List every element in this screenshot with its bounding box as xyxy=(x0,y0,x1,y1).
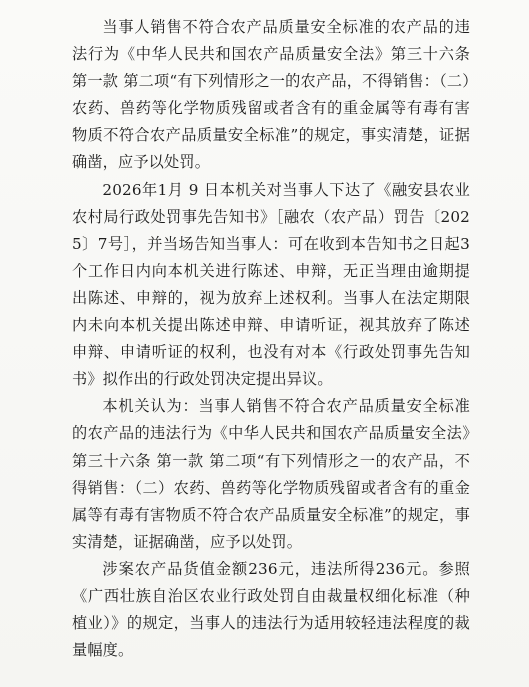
paragraph-violation-finding: 当事人销售不符合农产品质量安全标准的农产品的违法行为《中华人民共和国农产品质量安全法》第三十六条 第一款 第二项“有下列情形之一的农产品，不得销售：（二）农药、兽药等化学物质残留或者含有的重金属等有毒有害物质不符合农产品质量安全标准”的规定，事实清楚，证据确凿，应予以处罚。 xyxy=(72,18,470,172)
paragraph-prior-notice: 2026年1月 9 日本机关对当事人下达了《融安县农业农村局行政处罚事先告知书》［融农（农产品）罚告〔2025〕7号］，并当场告知当事人：可在收到本告知书之日起3个工作日内向本机关进行陈述、申辩，无正当理由逾期提出陈述、申辩的，视为放弃上述权利。当事人在法定期限内未向本机关提出陈述申辩、申请听证，视其放弃了陈述申辩、申请听证的权利，也没有对本《行政处罚事先告知书》拟作出的行政处罚决定提出异议。 xyxy=(72,180,470,389)
paragraph-penalty-basis: 涉案农产品货值金额236元，违法所得236元。参照《广西壮族自治区农业行政处罚自由裁量权细化标准（种植业）》的规定，当事人的违法行为适用较轻违法程度的裁量幅度。 xyxy=(72,559,470,660)
paragraph-agency-opinion: 本机关认为：当事人销售不符合农产品质量安全标准的农产品的违法行为《中华人民共和国农产品质量安全法》第三十六条 第一款 第二项“有下列情形之一的农产品，不得销售：（二）农药、兽药等化学物质残留或者含有的重金属等有毒有害物质不符合农产品质量安全标准”的规定，事实清楚，证据确凿，应予以处罚。 xyxy=(72,397,470,551)
document-body xyxy=(72,14,470,664)
